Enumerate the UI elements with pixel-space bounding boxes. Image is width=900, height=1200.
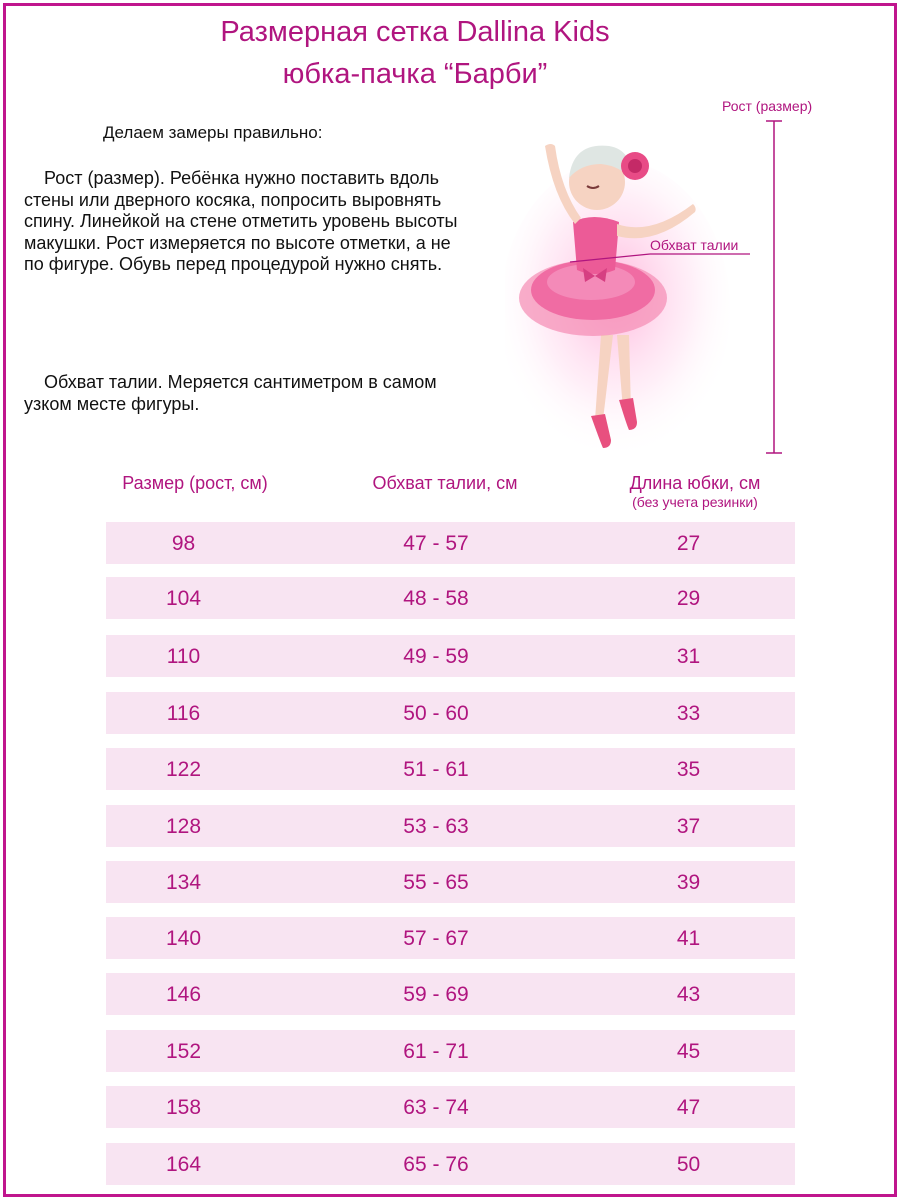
cell-waist: 51 - 61 — [403, 758, 469, 781]
cell-length: 45 — [676, 1040, 701, 1063]
header-length: Длина юбки, см — [629, 473, 761, 493]
cell-length: 29 — [676, 587, 701, 610]
table-row — [106, 1143, 795, 1185]
waist-instruction: Обхват талии. Меряется сантиметром в самом узком месте фигуры. — [24, 372, 437, 414]
cell-length: 35 — [676, 758, 701, 781]
table-row — [106, 522, 795, 564]
header-waist: Обхват талии, см — [372, 473, 518, 493]
cell-size: 140 — [165, 927, 202, 950]
cell-size: 116 — [166, 702, 201, 725]
cell-size: 146 — [165, 983, 202, 1006]
table-row — [106, 635, 795, 677]
cell-size: 128 — [165, 815, 202, 838]
page-subtitle: юбка-пачка “Барби” — [282, 58, 548, 90]
cell-waist: 61 - 71 — [403, 1040, 469, 1063]
table-row — [106, 1086, 795, 1128]
cell-length: 37 — [676, 815, 701, 838]
cell-length: 39 — [676, 871, 701, 894]
cell-size: 164 — [165, 1153, 202, 1176]
table-row — [106, 748, 795, 790]
cell-length: 27 — [676, 532, 701, 555]
cell-waist: 48 - 58 — [403, 587, 469, 610]
cell-size: 134 — [165, 871, 202, 894]
table-row — [106, 1030, 795, 1072]
cell-length: 43 — [676, 983, 701, 1006]
cell-size: 110 — [166, 645, 201, 668]
table-row — [106, 973, 795, 1015]
cell-length: 41 — [676, 927, 701, 950]
waist-label: Обхват талии — [650, 237, 739, 253]
cell-waist: 63 - 74 — [403, 1096, 469, 1119]
table-row — [106, 861, 795, 903]
cell-waist: 47 - 57 — [403, 532, 469, 555]
cell-length: 31 — [676, 645, 701, 668]
cell-waist: 49 - 59 — [403, 645, 469, 668]
cell-length: 50 — [676, 1153, 701, 1176]
height-instruction: Рост (размер). Ребёнка нужно поставить вдоль стены или дверного косяка, попросить выровнять спину. Линейкой на стене отметить уровень высоты макушки. Рост измеряется по высоте отметки, а не по фигуре. Обувь перед процедурой нужно снять. — [24, 168, 458, 274]
table-row — [106, 692, 795, 734]
header-size: Размер (рост, см) — [122, 473, 268, 493]
height-label: Рост (размер) — [722, 98, 813, 114]
cell-waist: 57 - 67 — [403, 927, 469, 950]
cell-size: 122 — [165, 758, 202, 781]
table-row — [106, 805, 795, 847]
cell-waist: 65 - 76 — [403, 1153, 469, 1176]
table-row — [106, 917, 795, 959]
cell-length: 33 — [676, 702, 701, 725]
instructions-heading: Делаем замеры правильно: — [103, 123, 323, 142]
cell-waist: 59 - 69 — [403, 983, 469, 1006]
header-length-note: (без учета резинки) — [632, 494, 758, 510]
cell-waist: 55 - 65 — [403, 871, 469, 894]
cell-size: 104 — [165, 587, 202, 610]
cell-length: 47 — [676, 1096, 701, 1119]
cell-size: 158 — [165, 1096, 202, 1119]
table-row — [106, 577, 795, 619]
page-title: Размерная сетка Dallina Kids — [220, 16, 610, 48]
cell-size: 98 — [171, 532, 196, 555]
cell-size: 152 — [165, 1040, 202, 1063]
cell-waist: 53 - 63 — [403, 815, 469, 838]
measurement-lines — [560, 115, 800, 460]
cell-waist: 50 - 60 — [403, 702, 469, 725]
